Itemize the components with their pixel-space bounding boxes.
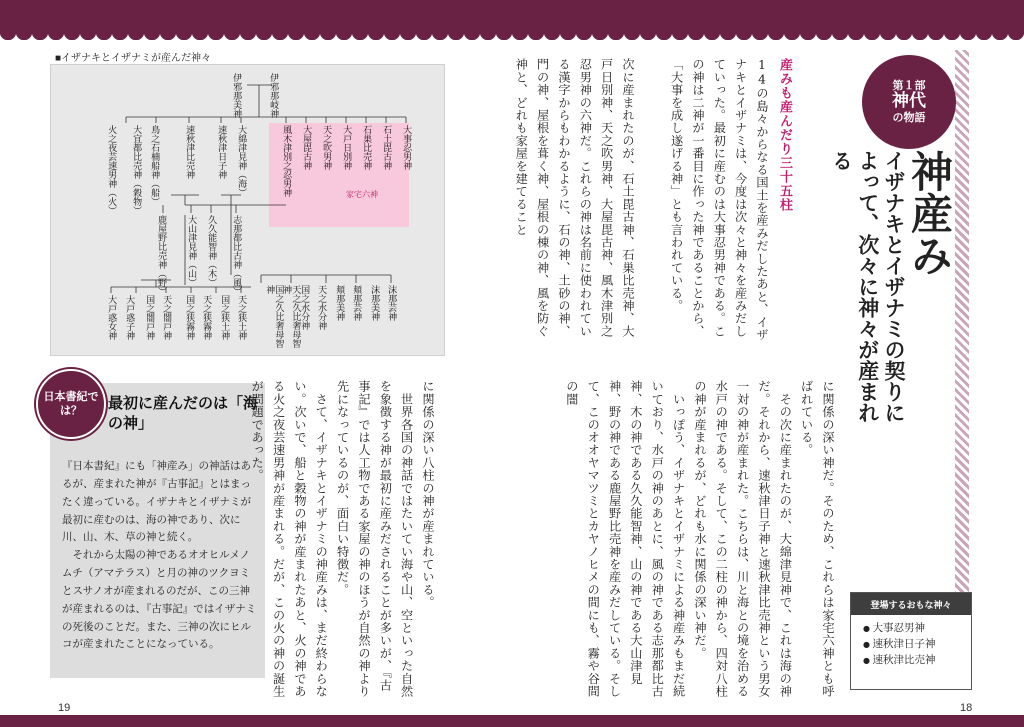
sidebar-body: 『日本書紀』にも「神産み」の神話はあるが、産まれた神が『古事記』とはまったく違っている。イザナキとイザナミが最初に産むのは、海の神であり、次に川、山、木、草の神と続く。 それから太陽の神であるオオヒルメノムチ（アマテラス）と月の神のツクヨミとスサノオが産まれるのだが、この三神が産まれるのは、『古事記』ではイザナミの死後のことだ。また、三神の次にヒルコが産まれたことになっている。 [62,460,257,651]
page-number-right: 18 [960,702,973,714]
right-top-text-2: 次に産まれたのが、石土毘古神、石巣比売神、大戸日別神、天之吹男神、大屋毘古神、風木津別之忍男神の六神だ。これらの神は名前に使われている漢字からもわかるように、石の神、土砂の神、門の神、屋根を葺く神、屋根の棟の神、風を防ぐ神と、どれも家屋を建てること [514,58,635,338]
node-h5: 天之水分神 [316,285,327,330]
node-h8: 国之久比奢母智神 [264,285,284,348]
diagram-caption: ■イザナキとイザナミが産んだ神々 [55,53,212,64]
chapter-part: 第１部 [892,78,926,92]
page-title: 神産み [905,150,954,276]
node-k5: 天之闇戸神 [161,295,172,340]
left-body-text: に関係の深い八柱の神が産まれている。 世界各国の神話ではたいてい海や山、空といった自然を象徴する神が最初に産みだされることが多いが、『古事記』では人工物である家屋の神のほうが自然の神より先になっているのが、面白い特徴だ。 さて、イザナキとイザナミの神産みは、まだ終わらない。次いで、船と穀物の神が産まれたあと、火の神である火之夜芸速男神が産まれる。だが、この火の神の誕生が問題であった。 [250,380,435,698]
node-c13: 火之夜芸速男神（火） [106,125,117,215]
node-k6: 国之闇戸神 [144,295,155,340]
node-g3: 大山津見神（山） [186,215,197,287]
node-c8: 大綿津見神（海） [236,125,247,197]
featured-god-item: ● 大事忍男神 [863,621,971,637]
page-number-left: 19 [58,702,71,714]
featured-gods-heading: 登場するおもな神々 [851,593,971,615]
node-izanami: 伊邪那美神 [231,73,242,118]
featured-god-item: ● 速秋津日子神 [863,637,971,653]
node-c12: 大宜都比売神（穀物） [131,125,142,215]
node-h2: 沫那美神 [369,285,380,321]
chapter-name: 神代 [892,91,926,112]
node-izanaki: 伊邪那岐神 [268,73,279,118]
node-c7: 風木津別之忍男神 [281,125,292,197]
node-c10: 速秋津比売神 [184,125,195,179]
featured-gods-list [863,621,971,668]
node-c5: 天之吹男神 [321,125,332,170]
node-c11: 鳥之石楠船神（船） [149,125,160,206]
node-c2: 石土毘古神 [381,125,392,170]
node-g1: 志那都比古神（風） [231,215,242,296]
bottom-band [0,715,1024,727]
node-c6: 大屋毘古神 [301,125,312,170]
top-band [0,0,1024,32]
node-k2: 国之狭土神 [219,295,230,340]
chapter-badge [862,55,956,149]
chapter-stripe [955,50,969,595]
node-k8: 大戸惑女神 [106,295,117,340]
node-h4: 頬那美神 [334,285,345,321]
family-tree-diagram [50,64,445,356]
sidebar-title: 最初に産んだのは「海の神」 [108,394,259,433]
node-g4: 鹿屋野比売神（野） [156,215,167,296]
featured-gods-box [850,592,972,690]
node-h3: 頬那芸神 [351,285,362,321]
node-h1: 沫那芸神 [386,285,397,321]
chapter-suffix: の物語 [892,110,926,124]
node-k3: 天之狭霧神 [201,295,212,340]
right-bottom-text: に関係の深い神だ。そのため、これらは家宅六神とも呼ばれている。 その次に産まれたのが、大綿津見神で、これは海の神だ。それから、速秋津日子神と速秋津比売神という男女一対の神が産まれた。こちらは、川と海との境を治める水戸の神である。そして、この二柱の神から、四対八柱の神が産まれるが、どれも水に関係の深い神だ。 いっぽう、イザナキとイザナミによる神産みもまだ続いており、水戸の神のあとに、風の神である志那都比古神、木の神である久久能智神、山の神である大山津見神、野の神である鹿屋野比売神を産みだしている。そして、このオオヤマツミとカヤノヒメの間にも、霧や谷間の闇 [564,380,835,698]
sidebar-badge: 日本書紀では？ [36,369,106,439]
node-c4: 大戸日別神 [341,125,352,170]
section-subhead: 産みも産んだり三十五柱 [777,58,792,212]
node-g2: 久久能智神（木） [206,215,217,287]
node-c1: 大事忍男神 [401,125,412,170]
household-gods-label: 家宅六神 [346,190,378,199]
node-c3: 石巣比売神 [361,125,372,170]
featured-god-item: ● 速秋津比売神 [863,653,971,669]
node-k7: 大戸惑子神 [124,295,135,340]
node-k4: 国之狭霧神 [184,295,195,340]
nihonshoki-sidebar [43,383,265,678]
node-h6: 国之水分神 [299,285,310,330]
node-h7: 天之久比奢母智神 [281,285,301,348]
page-subtitle: イザナキとイザナミの契りによって、次々に神々が産まれる [829,150,906,423]
node-k1: 天之狭土神 [236,295,247,340]
right-top-text-1: 14の島々からなる国土を産みだしたあと、イザナキとイザナミは、今度は次々と神々を産みだしていった。最初に産むのは大事忍男神である。この神は二神が一番目に作った神であることから、「大事を成し遂げる神」とも言われている。 [669,58,769,341]
node-c9: 速秋津日子神 [216,125,227,179]
